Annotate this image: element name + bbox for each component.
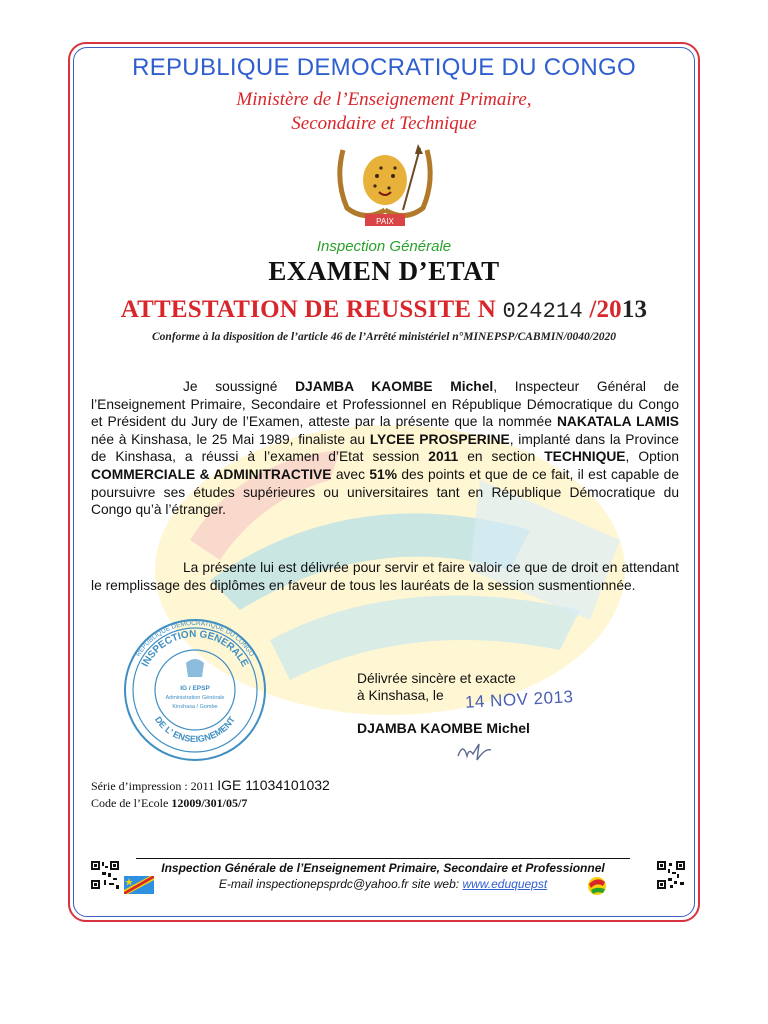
date-stamp: 14 NOV 2013	[464, 687, 574, 712]
session-year: 2011	[428, 449, 459, 465]
p1-text-e: en section	[458, 449, 545, 465]
signature-initials: DK	[455, 738, 457, 739]
paragraph-1	[91, 378, 679, 519]
footer-email: E-mail inspectionepsprdc@yahoo.fr site web:	[218, 877, 463, 891]
stamp-center-1: IG / EPSP	[180, 685, 210, 692]
percentage: 51%	[369, 466, 397, 482]
country-title: REPUBLIQUE DEMOCRATIQUE DU CONGO	[132, 54, 636, 81]
student-name: NAKATALA LAMIS	[556, 414, 679, 430]
signature-mark	[455, 738, 495, 764]
code-value: 12009/301/05/7	[171, 796, 248, 810]
attestation-year-suffix: 13	[621, 296, 648, 323]
attestation-label: ATTESTATION DE REUSSITE N	[120, 296, 496, 323]
signer-name: DJAMBA KAOMBE Michel	[295, 379, 494, 394]
p1-text-d: , implanté dans la Province de Kinshasa, a réussi à l’examen d’Etat session	[91, 431, 679, 465]
attestation-year-prefix: /20	[589, 296, 622, 323]
coat-of-arms-icon	[325, 140, 445, 240]
official-stamp	[120, 615, 270, 765]
conforme-text: Conforme à la disposition de l’article 46 de l’Arrêté ministériel n°MINEPSP/CABMIN/0040/2020	[152, 331, 616, 343]
p1-text-b: , Inspecteur Général de l’Enseignement Primaire, Secondaire et Professionnel en République Démocratique du Congo et Président du Jury de l’Examen, atteste par la présente que la nommée	[91, 379, 680, 430]
inspection-label: Inspection Générale	[316, 238, 452, 255]
p2-text: La présente lui est délivrée pour servir et faire valoir ce que de droit en attendant le remplissage des diplômes en faveur de tous les lauréats de la session susmentionnée.	[91, 560, 679, 593]
qr-code-icon-right	[656, 860, 686, 890]
website-link[interactable]: www.eduquepst	[462, 877, 548, 891]
p1-text-a: Je soussigné	[183, 379, 296, 394]
school-name: LYCEE PROSPERINE	[369, 431, 510, 447]
qr-code-icon	[90, 860, 120, 890]
ministry-title	[73, 88, 695, 136]
p1-text-h: des points et que de ce fait, il est capable de poursuivre ses études supérieures ou universitaires tant en République Démocratique du Congo qu’à l’étranger.	[91, 466, 679, 518]
attestation-number: 024214	[502, 299, 583, 324]
delivery-line-2: à Kinshasa, le	[357, 688, 444, 703]
serie-value: IGE 11034101032	[217, 777, 330, 793]
print-series	[91, 777, 330, 794]
ministry-line-2: Secondaire et Technique	[291, 113, 477, 134]
stamp-center-3: Kinshasa / Gombe	[172, 704, 218, 710]
stamp-center-2: Administration Générale	[165, 695, 225, 701]
stamp-outer-text: REPUBLIQUE DEMOCRATIQUE DU CONGO	[134, 619, 256, 658]
stamp-bottom: DE L’ ENSEIGNEMENT	[152, 714, 238, 745]
section: TECHNIQUE	[544, 449, 626, 465]
exam-title: EXAMEN D’ETAT	[268, 256, 500, 286]
stamp-title: INSPECTION GENERALE	[139, 628, 251, 669]
footer-divider	[136, 858, 630, 859]
option: COMMERCIALE & ADMINITRACTIVE	[91, 466, 332, 482]
school-code	[91, 796, 247, 811]
p1-text-g: avec	[331, 466, 370, 482]
attestation-title	[73, 296, 695, 324]
ministry-line-1: Ministère de l’Enseignement Primaire,	[236, 89, 532, 110]
p1-text-c: née à Kinshasa, le 25 Mai 1989, finaliste au	[91, 431, 370, 447]
code-label: Code de l’Ecole	[91, 796, 172, 810]
paragraph-2	[91, 559, 679, 594]
p1-text-f: , Option	[625, 449, 679, 465]
emblem-motto: PAIX	[376, 217, 394, 226]
signer-signature-name: DJAMBA KAOMBE Michel	[357, 720, 530, 736]
delivery-line-1: Délivrée sincère et exacte	[357, 671, 516, 686]
footer-contact	[136, 877, 630, 891]
serie-label: Série d’impression : 2011	[91, 779, 218, 793]
footer-institution: Inspection Générale de l’Enseignement Primaire, Secondaire et Professionnel	[161, 861, 605, 875]
